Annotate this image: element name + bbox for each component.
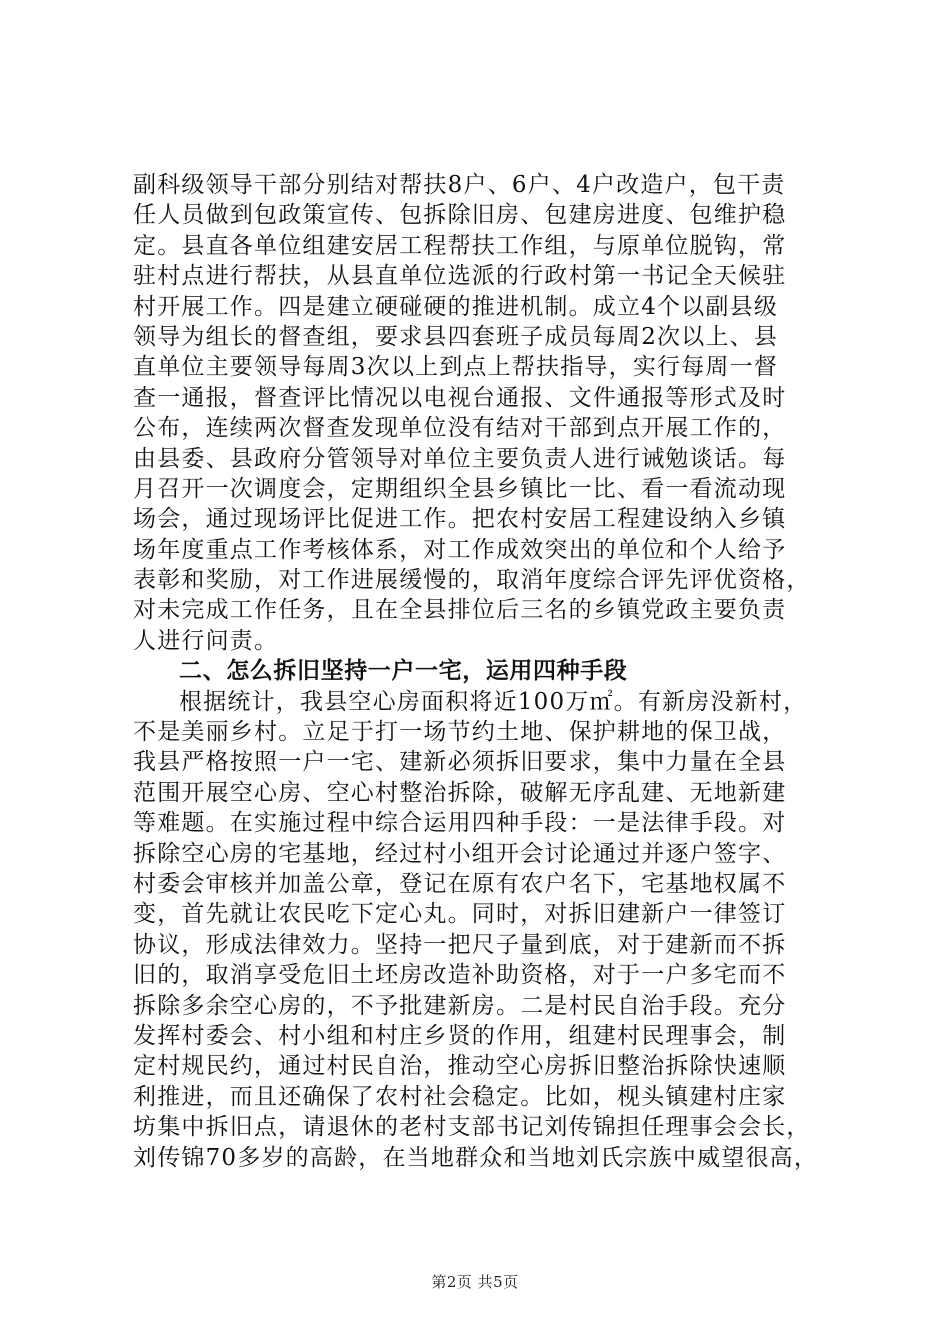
text-line: 驻村点进行帮扶，从县直单位选派的行政村第一书记全天候驻: [133, 263, 787, 290]
text-line: 发挥村委会、村小组和村庄乡贤的作用，组建村民理事会，制: [133, 1022, 787, 1049]
text-line: 刘传锦70多岁的高龄，在当地群众和当地刘氏宗族中威望很高，: [133, 1144, 819, 1171]
text-line: 定。县直各单位组建安居工程帮扶工作组，与原单位脱钩，常: [133, 232, 787, 259]
paragraph-2: [133, 687, 833, 1173]
document-body: [133, 170, 833, 1173]
text-line: 直单位主要领导每周3次以上到点上帮扶指导，实行每周一督: [133, 354, 779, 381]
text-line: 村开展工作。四是建立硬碰硬的推进机制。成立4个以副县级: [133, 293, 779, 320]
text-line: 副科级领导干部分别结对帮扶8户、6户、4户改造户，包干责: [133, 172, 786, 198]
text-line: 任人员做到包政策宣传、包拆除旧房、包建房进度、包维护稳: [133, 202, 787, 229]
text-line: 等难题。在实施过程中综合运用四种手段：一是法律手段。对: [133, 810, 787, 837]
text-line: 我县严格按照一户一宅、建新必须拆旧要求，集中力量在全县: [133, 749, 787, 776]
text-line: 村委会审核并加盖公章，登记在原有农户名下，宅基地权属不: [133, 870, 787, 897]
text-line: 人进行问责。: [133, 627, 279, 654]
text-line: 不是美丽乡村。立足于打一场节约土地、保护耕地的保卫战，: [133, 719, 787, 746]
text-line: 利推进，而且还确保了农村社会稳定。比如，枧头镇建村庄家: [133, 1083, 787, 1110]
text-line: 范围开展空心房、空心村整治拆除，破解无序乱建、无地新建: [133, 779, 787, 806]
text-line: 领导为组长的督查组，要求县四套班子成员每周2次以上、县: [133, 323, 779, 350]
text-line: 公布，连续两次督查发现单位没有结对干部到点开展工作的，: [133, 415, 787, 442]
text-line: 坊集中拆旧点，请退休的老村支部书记刘传锦担任理事会会长，: [133, 1114, 811, 1141]
text-line: 根据统计，我县空心房面积将近100万㎡。有新房没新村，: [179, 688, 808, 715]
text-line: 表彰和奖励，对工作进展缓慢的，取消年度综合评先评优资格，: [133, 567, 811, 594]
text-line: 月召开一次调度会，定期组织全县乡镇比一比、看一看流动现: [133, 475, 787, 502]
text-line: 变，首先就让农民吃下定心丸。同时，对拆旧建新户一律签订: [133, 901, 787, 928]
page-number-footer: 第2页 共5页: [431, 1273, 519, 1291]
text-line: 由县委、县政府分管领导对单位主要负责人进行诫勉谈话。每: [133, 445, 787, 472]
text-line: 查一通报，督查评比情况以电视台通报、文件通报等形式及时: [133, 384, 787, 411]
section-heading: 二、怎么拆旧坚持一户一宅，运用四种手段: [179, 658, 628, 685]
text-line: 场会，通过现场评比促进工作。把农村安居工程建设纳入乡镇: [133, 506, 787, 533]
text-line: 协议，形成法律效力。坚持一把尺子量到底，对于建新而不拆: [133, 931, 787, 958]
text-line: 定村规民约，通过村民自治，推动空心房拆旧整治拆除快速顺: [133, 1053, 787, 1080]
text-line: 拆除多余空心房的，不予批建新房。二是村民自治手段。充分: [133, 992, 787, 1019]
paragraph-1: [133, 170, 833, 656]
text-line: 对未完成工作任务，且在全县排位后三名的乡镇党政主要负责: [133, 597, 787, 624]
text-line: 旧的，取消享受危旧土坯房改造补助资格，对于一户多宅而不: [133, 962, 787, 989]
text-line: 拆除空心房的宅基地，经过村小组开会讨论通过并逐户签字、: [133, 840, 787, 867]
text-line: 场年度重点工作考核体系，对工作成效突出的单位和个人给予: [133, 536, 787, 563]
